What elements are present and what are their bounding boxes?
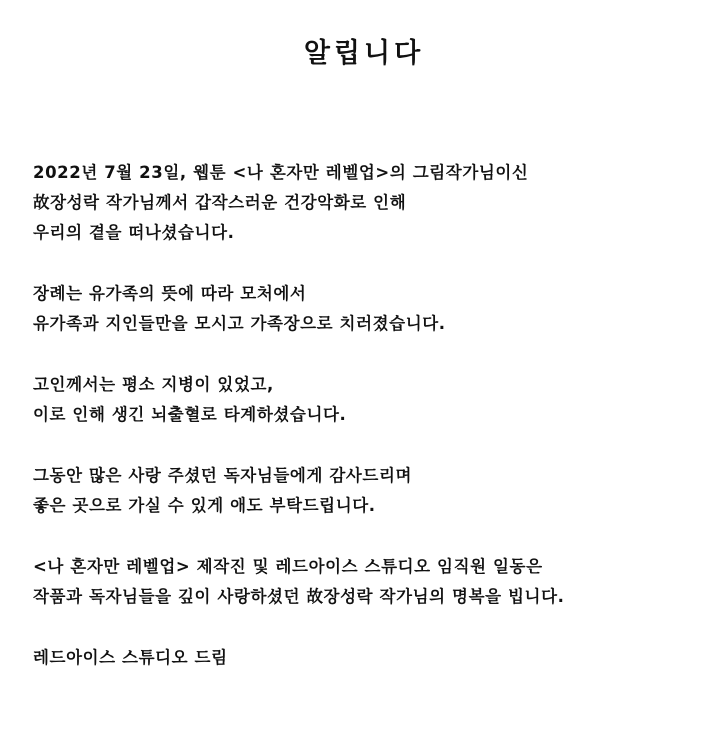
paragraph-cause: [33, 370, 713, 430]
body-line: 작품과 독자님들을 깊이 사랑하셨던 故장성락 작가님의 명복을 빕니다.: [33, 587, 565, 606]
body-line: 故장성락 작가님께서 갑작스러운 건강악화로 인해: [33, 193, 407, 212]
paragraph-thanks: [33, 461, 713, 521]
signature: 레드아이스 스튜디오 드림: [33, 648, 228, 667]
paragraph-funeral: [33, 279, 713, 339]
paragraph-announcement: [33, 158, 713, 248]
signature-block: [33, 643, 713, 673]
notice-title: 알립니다: [303, 38, 425, 69]
body-line: 장례는 유가족의 뜻에 따라 모처에서: [33, 284, 307, 303]
paragraph-condolence: [33, 552, 713, 612]
body-line: 그동안 많은 사랑 주셨던 독자님들에게 감사드리며: [33, 466, 413, 485]
body-line: 2022년 7월 23일, 웹툰 <나 혼자만 레벨업>의 그림작가님이신: [33, 163, 529, 182]
body-line: 고인께서는 평소 지병이 있었고,: [33, 375, 274, 394]
body-line: 이로 인해 생긴 뇌출혈로 타계하셨습니다.: [33, 405, 347, 424]
body-line: <나 혼자만 레벨업> 제작진 및 레드아이스 스튜디오 임직원 일동은: [33, 557, 543, 576]
body-line: 우리의 곁을 떠나셨습니다.: [33, 223, 235, 242]
body-line: 좋은 곳으로 가실 수 있게 애도 부탁드립니다.: [33, 496, 376, 515]
notice-body: [33, 158, 713, 673]
body-line: 유가족과 지인들만을 모시고 가족장으로 치러졌습니다.: [33, 314, 446, 333]
